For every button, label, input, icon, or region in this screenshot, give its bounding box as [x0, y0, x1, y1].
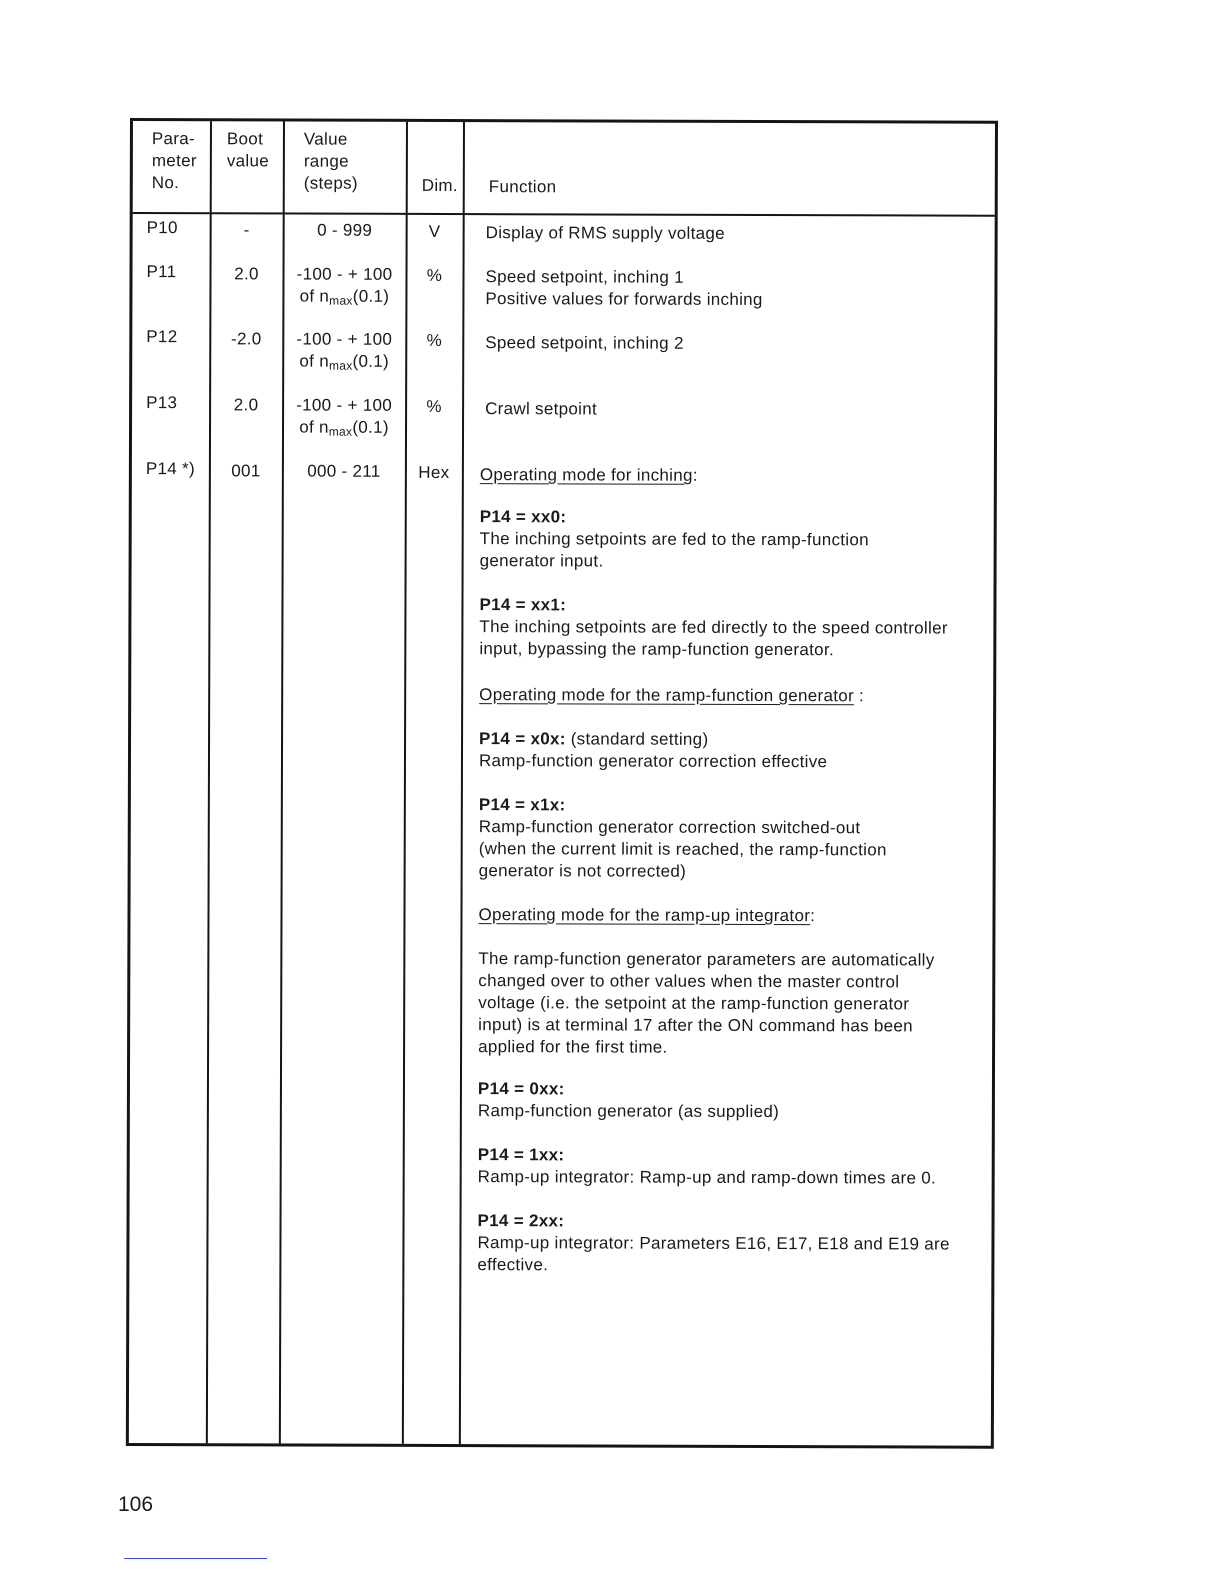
row-p12-range — [285, 328, 403, 376]
page-number: 106 — [118, 1493, 154, 1516]
row-p14-range: 000 - 211 — [307, 461, 381, 481]
function-line: Positive values for forwards inching — [485, 289, 763, 309]
option-text: generator input. — [479, 551, 604, 571]
p14-heading-rfg: Operating mode for the ramp-function generator : — [479, 685, 865, 706]
range-line — [285, 350, 403, 376]
header-function: Function — [488, 177, 557, 197]
range-line: -100 - + 100 — [296, 329, 393, 349]
header-line: Value — [303, 129, 348, 149]
row-p12-function: Speed setpoint, inching 2 — [485, 333, 684, 353]
range-line: -100 - + 100 — [296, 395, 393, 415]
p14-integrator-text — [478, 948, 988, 1060]
row-p10-dim: V — [428, 221, 441, 241]
header-line: (steps) — [303, 173, 358, 193]
row-p13-param: P13 — [146, 393, 178, 413]
row-p13-boot: 2.0 — [233, 395, 259, 415]
option-text: generator is not corrected) — [478, 861, 687, 881]
paragraph-line: input) is at terminal 17 after the ON command has been — [478, 1015, 913, 1036]
option-text: The inching setpoints are fed directly to the speed controller — [479, 617, 948, 638]
range-step: (0.1) — [352, 286, 390, 306]
range-prefix: of n — [299, 351, 330, 371]
header-boot-value — [227, 128, 269, 172]
p14-2xx — [477, 1210, 987, 1278]
range-step: (0.1) — [352, 351, 390, 371]
p14-0xx — [478, 1078, 988, 1124]
option-text: effective. — [477, 1255, 549, 1275]
header-line: meter — [151, 151, 197, 171]
column-divider — [402, 122, 408, 1444]
row-p12-param: P12 — [146, 327, 178, 347]
row-p11-range — [285, 263, 403, 311]
header-dim: Dim. — [421, 175, 458, 196]
p14-x0x — [479, 728, 989, 774]
option-label: P14 = x0x: — [479, 729, 566, 749]
option-text: input, bypassing the ramp-function generator. — [479, 639, 835, 660]
p14-x1x — [479, 794, 989, 884]
option-text: Ramp-function generator correction effective — [478, 751, 828, 772]
p14-heading-inching: Operating mode for inching: — [479, 465, 698, 485]
header-line: value — [226, 151, 270, 171]
row-p12-boot: -2.0 — [231, 329, 262, 349]
function-line: Speed setpoint, inching 1 — [485, 267, 684, 287]
parameter-table — [126, 118, 998, 1449]
option-label: P14 = 1xx: — [477, 1145, 565, 1165]
option-text: Ramp-function generator correction switched-out — [478, 817, 861, 838]
range-prefix: of n — [299, 417, 329, 437]
row-p10-param: P10 — [146, 218, 178, 238]
column-divider — [206, 121, 212, 1443]
p14-xx1 — [479, 594, 989, 662]
row-p14-dim: Hex — [418, 462, 450, 483]
option-text: The inching setpoints are fed to the ramp-function — [479, 529, 869, 550]
section-heading: Operating mode for the ramp-up integrator — [478, 905, 811, 926]
header-line: No. — [151, 173, 180, 193]
paragraph-line: changed over to other values when the master control — [478, 971, 900, 992]
header-line: Para- — [151, 129, 196, 149]
range-prefix: of n — [299, 286, 330, 306]
range-step: (0.1) — [352, 417, 389, 437]
option-label: P14 = 0xx: — [477, 1079, 565, 1099]
row-p14-param: P14 *) — [145, 459, 195, 479]
row-p13-dim: % — [426, 396, 442, 416]
row-p10-boot: - — [243, 220, 250, 240]
row-p13-function: Crawl setpoint — [485, 399, 598, 419]
section-heading: Operating mode for the ramp-function generator — [479, 685, 854, 706]
header-value-range — [304, 129, 358, 195]
option-label: P14 = 2xx: — [477, 1211, 565, 1231]
row-p10-function: Display of RMS supply voltage — [485, 223, 725, 243]
paragraph-line: The ramp-function generator parameters are automatically — [478, 949, 935, 970]
p14-1xx — [478, 1144, 988, 1190]
row-p12-dim: % — [426, 330, 443, 350]
option-text: Ramp-up integrator: Parameters E16, E17, E18 and E19 are — [477, 1233, 950, 1254]
row-p14-boot: 001 — [231, 461, 261, 481]
header-line: range — [303, 151, 349, 171]
column-divider — [279, 121, 285, 1443]
p14-xx0 — [480, 506, 990, 574]
footer-rule — [124, 1558, 267, 1559]
row-p10-range: 0 - 999 — [317, 220, 373, 240]
option-note: (standard setting) — [565, 729, 709, 749]
section-heading: Operating mode for inching — [479, 465, 693, 485]
option-text: Ramp-function generator (as supplied) — [477, 1101, 780, 1122]
range-line: -100 - + 100 — [296, 264, 393, 284]
row-p11-function — [485, 266, 762, 311]
header-param-no — [152, 128, 197, 194]
option-text: (when the current limit is reached, the ramp-function — [478, 839, 887, 860]
paragraph-line: voltage (i.e. the setpoint at the ramp-function generator — [478, 993, 910, 1014]
option-label: P14 = xx1: — [479, 595, 567, 615]
range-subscript: max — [328, 358, 353, 373]
row-p11-dim: % — [426, 265, 443, 285]
range-subscript: max — [328, 424, 353, 439]
column-divider — [459, 122, 465, 1444]
header-line: Boot — [226, 129, 264, 149]
p14-heading-integrator: Operating mode for the ramp-up integrator: — [478, 905, 816, 926]
range-line — [285, 416, 403, 442]
header-divider — [133, 212, 995, 217]
range-subscript: max — [329, 293, 353, 308]
range-line — [285, 285, 403, 311]
row-p11-param: P11 — [146, 262, 177, 282]
row-p13-range — [285, 394, 403, 442]
option-label: P14 = x1x: — [478, 795, 566, 815]
option-text: Ramp-up integrator: Ramp-up and ramp-down times are 0. — [477, 1167, 937, 1188]
option-label: P14 = xx0: — [479, 507, 567, 527]
paragraph-line: applied for the first time. — [478, 1037, 668, 1057]
row-p11-boot: 2.0 — [234, 264, 259, 284]
